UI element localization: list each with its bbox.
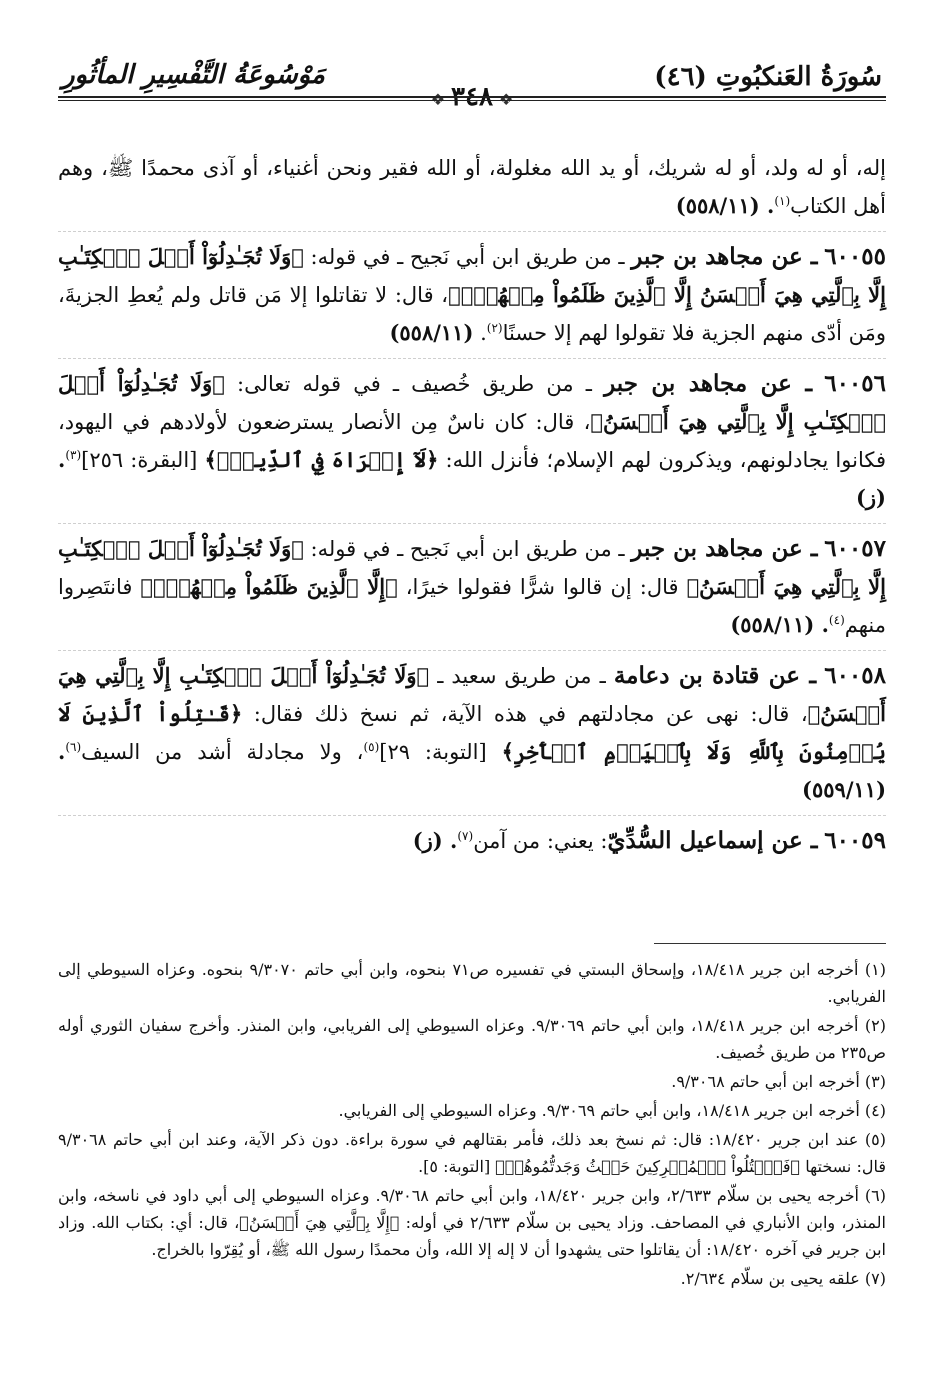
entry-text: ـ من طريق سعيد ـ [429, 664, 614, 688]
footnote-marker[interactable]: (١) [774, 194, 791, 208]
footnote-marker[interactable]: (٣) [65, 448, 82, 462]
volume-reference: (٥٥٨/١١) [389, 320, 474, 345]
footnote: (٢) أخرجه ابن جرير ١٨/٤١٨، وابن أبي حاتم ٩/٣٠٦٩. وعزاه السيوطي إلى الفريابي، وابن المنذر. وأخرج سفيان الثوري أوله ص٢٣٥ من طريق خُصيف. [58, 1016, 887, 1062]
footnote-marker[interactable]: (٧) [457, 829, 474, 843]
entry-text: ، قال: لا تقاتلوا إلا مَن قاتل ولم يُعطِ الجزيةَ، ومَن أدّى منهم الجزية فلا تقولوا لهم إلا حسنًا [58, 283, 886, 345]
entry-text: فانتَصِروا منهم [58, 575, 886, 637]
ornament-icon: ❖ [430, 90, 446, 109]
intro-paragraph [58, 150, 886, 225]
entry-text: قال: إن قالوا شرًّا فقولوا خيرًا، [397, 575, 687, 599]
narrator: ـ عن مجاهد بن جبر [631, 535, 818, 562]
page-header [58, 58, 886, 114]
header-rule [58, 96, 886, 98]
footnote-divider [654, 943, 886, 944]
entry-text: ـ من طريق ابن أبي نَجيح ـ في قوله: [303, 537, 632, 561]
entry-number: ٦٠٠٥٥ [824, 243, 886, 270]
entry-text: . [473, 321, 487, 345]
ornament-icon: ❖ [498, 90, 514, 109]
narrator: ـ عن مجاهد بن جبر [604, 370, 813, 397]
footnotes [58, 956, 886, 1294]
surah-reference: [التوبة: ٢٩] [379, 740, 502, 764]
footnote: (٧) علقه يحيى بن سلّام ٢/٦٣٤. [680, 1269, 886, 1288]
footnote: (٤) أخرجه ابن جرير ١٨/٤١٨، وابن أبي حاتم ٩/٣٠٦٩. وعزاه السيوطي إلى الفريابي. [338, 1101, 886, 1120]
narrator: ـ عن مجاهد بن جبر [631, 243, 818, 270]
entry-text: : يعني: من آمن [473, 829, 608, 853]
volume-reference: . (٥٥٨/١١) [675, 193, 775, 218]
entry-text: ، قال: كان ناسٌ مِن الأنصار يسترضعون لأولادهم في اليهود، فكانوا يجادلونهم، ويذكرون لهم الإسلام؛ فأنزل الله: [58, 410, 886, 472]
entry-number: ٦٠٠٥٧ [824, 535, 886, 562]
quran-verse: ﴿قَـٰتِلُواْ ٱلَّذِينَ لَا يُؤۡمِنُونَ بِٱللَّهِ وَلَا بِٱلۡيَوۡمِ ٱلۡأٓخِرِ﴾ [58, 701, 887, 764]
footnote: (٥) عند ابن جرير ١٨/٤٢٠: قال: ثم نسخ بعد ذلك، فأمر بقتالهم في سورة براءة. دون ذكر الآية، وعند ابن أبي حاتم ٩/٣٠٦٨ قال: نسختها ﴿فَٱقۡتُلُواْ ٱلۡمُشۡرِكِينَ حَيۡثُ وَجَدتُّمُوهُمۡ﴾ [التوبة: ٥]. [58, 1130, 887, 1176]
quran-verse: ﴿إِلَّا ٱلَّذِينَ ظَلَمُواْ مِنۡهُمۡۖ﴾ [140, 574, 398, 599]
footnote-marker[interactable]: (٢) [486, 321, 503, 335]
quran-verse: ﴿وَلَا تُجَـٰدِلُوٓاْ أَهۡلَ ٱلۡكِتَـٰبِ إِلَّا بِٱلَّتِي هِيَ أَحۡسَنُ﴾ [58, 663, 886, 726]
surah-reference: [البقرة: ٢٥٦] [81, 448, 205, 472]
volume-reference: . (٥٥٨/١١) [730, 612, 829, 637]
surah-title: سُورَةُ العَنكبُوتِ (٤٦) [654, 62, 882, 92]
footnote-marker[interactable]: (٤) [828, 613, 845, 627]
volume-reference: . (ز) [58, 447, 886, 510]
entry-text: ، ولا مجادلة أشد من السيف [81, 740, 364, 764]
entry-number: ٦٠٠٥٨ [824, 662, 886, 689]
quran-verse: ﴿وَلَا تُجَـٰدِلُوٓاْ أَهۡلَ ٱلۡكِتَـٰبِ إِلَّا بِٱلَّتِي هِيَ أَحۡسَنُ إِلَّا ٱلَّذِينَ ظَلَمُواْ مِنۡهُمۡۖ﴾ [58, 244, 886, 307]
hadith-entry [58, 231, 886, 352]
narrator: ـ عن إسماعيل السُّدِّيّ [607, 827, 818, 854]
footnote-marker[interactable]: (٥) [363, 740, 380, 754]
page-number: ٣٤٨ [451, 82, 493, 112]
intro-text: إله، أو له ولد، أو له شريك، أو يد الله مغلولة، أو الله فقير ونحن أغنياء، أو آذى محمدًا ﷺ، وهم أهل الكتاب [58, 156, 886, 218]
volume-reference: . (٥٥٩/١١) [58, 739, 886, 802]
page [58, 58, 886, 1358]
main-text [58, 150, 886, 866]
entry-number: ٦٠٠٥٦ [824, 370, 886, 397]
hadith-entry [58, 358, 886, 517]
footnote-marker[interactable]: (٦) [65, 740, 82, 754]
book-title: مَوْسُوعَةُ التَّفْسِيرِ المأثُورِ [62, 60, 325, 90]
entry-number: ٦٠٠٥٩ [824, 827, 886, 854]
quran-verse: ﴿وَلَا تُجَـٰدِلُوٓاْ أَهۡلَ ٱلۡكِتَـٰبِ إِلَّا بِٱلَّتِي هِيَ أَحۡسَنُ﴾ [58, 536, 886, 599]
entry-text: ـ من طريق خُصيف ـ في قوله تعالى: [224, 372, 605, 396]
quran-verse: ﴿وَلَا تُجَـٰدِلُوٓاْ أَهۡلَ ٱلۡكِتَـٰبِ إِلَّا بِٱلَّتِي هِيَ أَحۡسَنُ﴾ [58, 371, 886, 434]
hadith-entry [58, 650, 886, 809]
footnote: (١) أخرجه ابن جرير ١٨/٤١٨، وإسحاق البستي في تفسيره ص٧١ بنحوه، وابن أبي حاتم ٩/٣٠٧٠ بنحوه. وعزاه السيوطي إلى الفريابي. [58, 960, 887, 1006]
entry-text: ، قال: نهى عن مجادلتهم في هذه الآية، ثم نسخ ذلك فقال: [242, 702, 808, 726]
header-rule-thin [58, 100, 886, 101]
entry-text: ـ من طريق ابن أبي نَجيح ـ في قوله: [303, 245, 632, 269]
footnote: (٦) أخرجه يحيى بن سلّام ٢/٦٣٣، وابن جرير ١٨/٤٢٠، وابن أبي حاتم ٩/٣٠٦٨. وعزاه السيوطي إلى أبي داود في ناسخه، وابن المنذر، وابن الأنباري في المصاحف. وزاد يحيى بن سلّام ٢/٦٣٣ في أوله: ﴿إِلَّا بِٱلَّتِي هِيَ أَحۡسَنُ﴾، قال: أي: بكتاب الله. وزاد ابن جرير في آخره ١٨/٤٢٠: أن يقاتلوا حتى يشهدوا أن لا إله إلا الله، وأن محمدًا رسول الله ﷺ، أو يُقِرّوا بالخراج. [58, 1186, 887, 1259]
quran-verse: ﴿لَآ إِكۡرَاهَ فِي ٱلدِّينِۖ﴾ [204, 447, 439, 472]
volume-reference: . (ز) [412, 828, 458, 853]
hadith-entry [58, 523, 886, 644]
footnote: (٣) أخرجه ابن أبي حاتم ٩/٣٠٦٨. [671, 1072, 886, 1091]
narrator: ـ عن قتادة بن دعامة [613, 662, 817, 689]
hadith-entry [58, 815, 886, 860]
